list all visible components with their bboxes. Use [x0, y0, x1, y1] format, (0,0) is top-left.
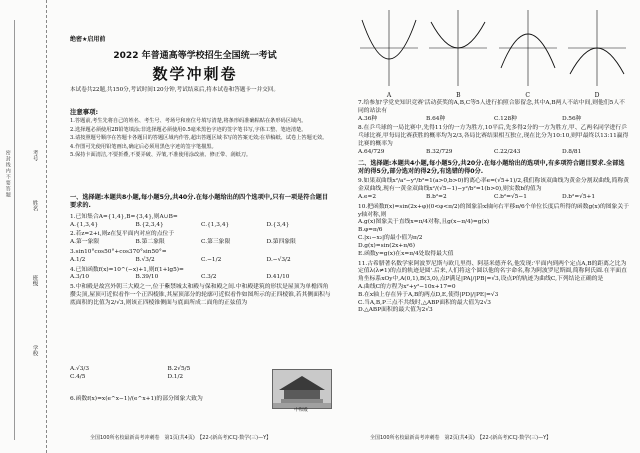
option: A.第一象限 [70, 239, 100, 246]
question-2: 2.若z=2+i,则z在复平面内对应的点位于 [70, 231, 175, 238]
option: D.41/10 [266, 274, 290, 281]
option: B.2√5/5 [167, 366, 191, 372]
question-3-options [70, 257, 332, 265]
option: B.b²=2 [426, 194, 447, 201]
option: D.{3,4} [266, 221, 290, 228]
section-1 [70, 194, 332, 308]
question-1: 1.已知集合A={1,4},B={3,4},则A∪B= [70, 213, 178, 220]
question-7: 7.给参加'学党史知识竞赛'活动获奖的A,B,C等5人进行拍照合影留念,其中A,B两人不站中间,则他们5人不同的站法有 [358, 100, 625, 114]
hall-illustration [273, 370, 331, 408]
option: C.−1/2 [201, 256, 222, 263]
intro-text: 本试卷共22题,共150分,考试时间120分钟,考试结束后,将本试卷和答题卡一并交回。 [70, 87, 279, 93]
option: D.g(x)=sin(2x+π/6) [358, 242, 415, 249]
field-exam-number: 考号 [31, 150, 38, 162]
notice-item: 2.选择题必须使用2B铅笔填涂;非选择题必须使用0.5毫米黑色字迹的签字笔书写,字体工整、笔迹清楚。 [70, 126, 307, 133]
graph-label: B [456, 91, 461, 99]
option: D.56种 [562, 115, 582, 122]
page-1 [50, 4, 340, 449]
option: D.8/81 [562, 148, 582, 155]
question-11-options [358, 284, 630, 315]
option: B.39/10 [135, 274, 159, 281]
graph-options [358, 8, 628, 100]
option: A.√3/3 [70, 366, 90, 372]
question-10-options [358, 219, 630, 258]
graph-d [566, 8, 628, 100]
option: B.φ=π/6 [358, 227, 383, 234]
question-1-options [70, 222, 332, 230]
notice-item: 3.请按照题号顺序在答题卡各题目的答题区域内作答,超出答题区域书写的答案无效;在草稿纸、试卷上答题无效。 [70, 135, 328, 142]
option: D.第四象限 [266, 239, 296, 246]
exam-name: 数学冲刺卷 [152, 65, 238, 83]
field-school: 学校 [31, 345, 38, 357]
seal-label: 密封线内不要答题 [4, 150, 11, 198]
section-heading: 二、选择题:本题共4小题,每小题5分,共20分.在每小题给出的选项中,有多项符合题目要求.全部选对的得5分,部分选对的得2分,有选错的得0分. [358, 159, 625, 176]
page-2 [350, 4, 635, 449]
option: A.e=2 [358, 194, 377, 201]
section-heading: 一、选择题:本题共8小题,每小题5分,共40分.在每小题给出的四个选项中,只有一项是符合题目要求的. [70, 194, 329, 210]
question-6: 6.函数f(x)=x(e^x−1)/(e^x+1)的部分图象大致为 [70, 395, 203, 402]
question-4-options [70, 274, 332, 282]
notice-item: 4.作图可先使用铅笔画出,确定后必须用黑色字迹的签字笔描黑。 [70, 143, 217, 150]
question-5-options [70, 366, 265, 382]
option: C.|x₁−x₂|的最小值为π/2 [358, 235, 423, 242]
secret-label: 绝密★启用前 [70, 36, 106, 43]
binding-margin [0, 0, 47, 453]
photo-caption: 中和殿 [294, 408, 308, 413]
seal-line [14, 20, 15, 440]
graph-a-plot [358, 8, 420, 88]
option: C.128种 [494, 115, 517, 122]
option: E.函数y=g(x)在x=π/4处取得最大值 [358, 250, 454, 257]
option: C.b²=√5−1 [494, 194, 527, 201]
option: C.当A,B,P三点不共线时,△ABP面积的最大值为2√3 [358, 299, 491, 306]
question-5-options-block [70, 366, 265, 403]
option: B.{2,3,4} [135, 221, 164, 228]
option: B.64种 [426, 115, 446, 122]
option: D.△ABP面积的最大值为2√3 [358, 307, 433, 314]
page-footer: 全国100所名校最新高考冲刺卷 第2页(共4页) 【22·(新高考)CCJ·数学(三)—Y】 [370, 435, 552, 441]
graph-b-plot [427, 8, 489, 88]
option: A.曲线C的方程为x²+y²−10x+17=0 [358, 283, 456, 290]
graph-c-plot [497, 8, 559, 88]
option: D.b²=√5+1 [562, 194, 596, 201]
option: A.{1,3,4} [70, 221, 99, 228]
notice-item: 1.答题前,考生先将自己的姓名、考生号、考场号和座位号填写清楚,将条形码准确粘贴在条形码区域内。 [70, 118, 307, 124]
question-10: 10.把函数f(x)=sin(2x+φ)(0<φ<π/2)的图象沿x轴向右平移π/6个单位长度后所得的函数g(x)的图象关于y轴对称,则 [358, 203, 629, 218]
question-8: 8.在乒乓球的一局比赛中,先得11分的一方为胜方,10平后,先多得2分的一方为胜方,甲、乙两名同学进行乒乓球比赛,甲每局比赛获胜的概率均为2/3,各局比赛结果相互独立,现在比分为10:10,则甲最终以13:11赢得比赛的概率为 [358, 125, 629, 148]
option: C.3/2 [201, 274, 217, 281]
question-3: 3.sin10°cos50°+cos370°sin50°= [70, 248, 167, 255]
exam-title: 2022 年普通高等学校招生全国统一考试 [113, 51, 277, 61]
option: A.64/729 [358, 148, 385, 155]
right-questions [358, 100, 630, 315]
option: D.1/2 [167, 373, 184, 380]
option: B.√3/2 [135, 256, 155, 263]
option: C.{1,3,4} [201, 221, 230, 228]
option: B.在x轴上存在异于A,B的两点D,E,使得|PD|/|PE|=√3 [358, 291, 499, 298]
graph-label: A [386, 91, 392, 99]
hall-photo [272, 369, 332, 409]
option: C.第三象限 [201, 239, 231, 246]
field-class: 班级 [31, 275, 38, 287]
option: C.22/243 [494, 148, 521, 155]
graph-c [497, 8, 559, 100]
question-5: 5.中和殿是故宫外朝三大殿之一,位于紫禁城太和殿与保和殿之间.中和殿建筑的形状是屋顶为单檐四角攒尖顶,屋顶可近似看作一个正四棱锥,其屋顶部分的轮廓可近似看作如图所示的正四棱锥,若其侧面积与底面积的比值为2/√3,则该正四棱锥侧面与底面所成二面角的正弦值为 [70, 284, 331, 306]
option: B.第二象限 [135, 239, 165, 246]
notice-item: 5.保持卡面清洁,不要折叠,不要弄破、弄皱,不准使用涂改液、修正带、刮纸刀。 [70, 152, 252, 159]
question-4: 4.已知函数f(x)=10^(−x)+1,则f(1+lg5)= [70, 266, 184, 273]
question-2-options [70, 239, 332, 247]
question-9: 9.如果双曲线x²/a²−y²/b²=1(a>0,b>0)的离心率e=(√5+1)/2,我们称该双曲线为黄金分割双曲线,简称黄金双曲线,现有一黄金双曲线x²/(√5−1)−y²/b²=1(b>0),则实数b的值为 [358, 178, 630, 193]
question-9-options [358, 194, 630, 202]
option: D.−√3/2 [266, 256, 291, 263]
notice-title: 注意事项: [70, 108, 99, 116]
page-footer: 全国100所名校最新高考冲刺卷 第1页(共4页) 【22·(新高考)CCJ·数学(三)—Y】 [90, 435, 272, 441]
option: A.36种 [358, 115, 378, 122]
graph-label: C [525, 91, 530, 99]
option: A.3/10 [70, 274, 90, 281]
graph-d-plot [566, 8, 628, 88]
option: A.1/2 [70, 256, 86, 263]
field-name: 姓名 [31, 200, 38, 212]
question-8-options [358, 149, 630, 157]
graph-b [427, 8, 489, 100]
notice-list [70, 118, 332, 161]
question-11: 11.古希腊著名数学家阿波罗尼斯与欧几里得、阿基米德齐名,他发现:'平面内到两个定点A,B的距离之比为定值λ(λ≠1)的点的轨迹是圆'.后来,人们将这个圆以他的名字命名,称为阿波罗尼斯圆,简称阿氏圆.在平面直角坐标系xOy中,A(0,1),B(3,0),点P满足|PA|/|PB|=√3,设点P的轨迹为曲线C,下列结论正确的是 [358, 260, 627, 283]
option: A.g(x)图象关于直线x=π/4对称,且g(x−π/4)=g(x) [358, 219, 490, 226]
graph-label: D [594, 91, 600, 99]
option: B.32/729 [426, 148, 453, 155]
graph-a [358, 8, 420, 100]
option: C.4/5 [70, 373, 86, 380]
question-7-options [358, 116, 630, 124]
